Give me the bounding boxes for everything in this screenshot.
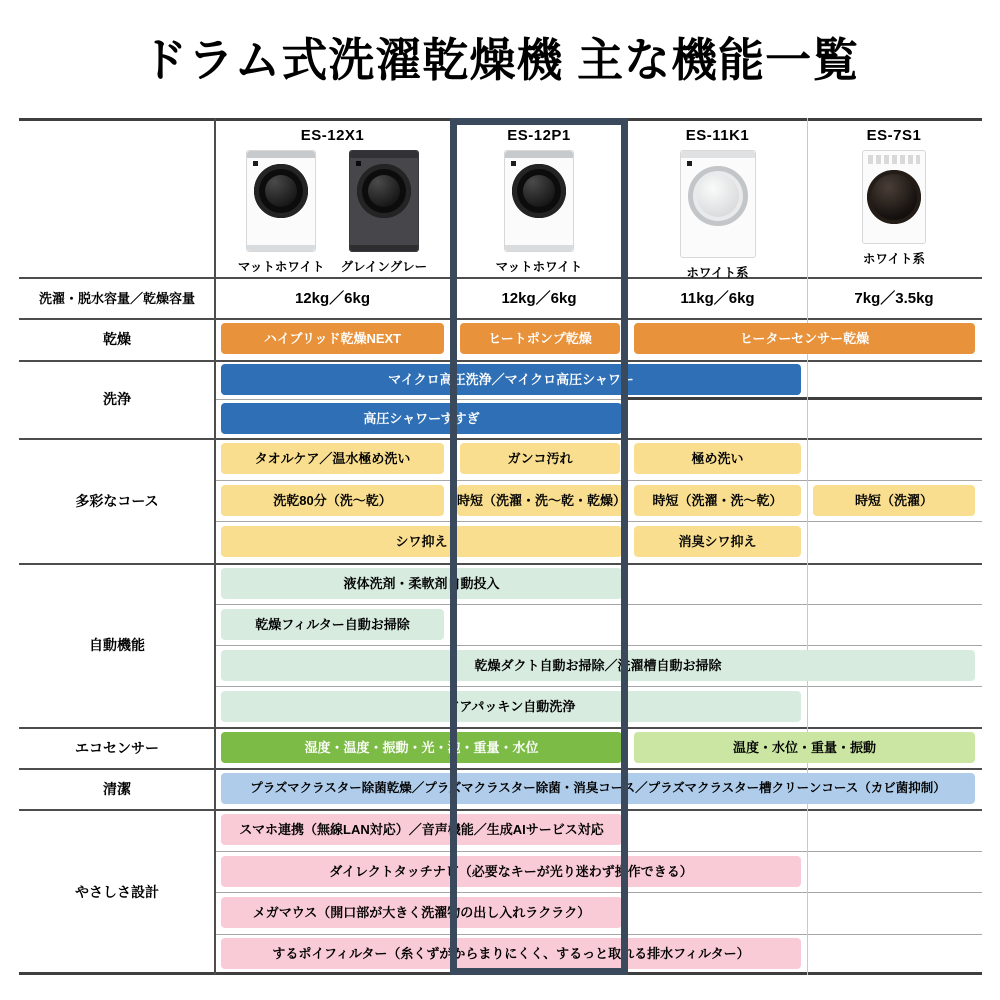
divider-line — [215, 934, 982, 935]
model-name: ES-12X1 — [300, 127, 365, 144]
feature-badge: ヒーターセンサー乾燥 — [634, 323, 975, 354]
color-label: マットホワイト — [495, 260, 583, 274]
capacity-value: 12kg／6kg — [501, 290, 577, 307]
feature-badge: ヒートポンプ乾燥 — [460, 323, 620, 354]
feature-badge: 液体洗剤・柔軟剤自動投入 — [221, 568, 622, 599]
washer-image-matte-white — [504, 150, 574, 252]
feature-badge: 極め洗い — [634, 443, 801, 474]
row-label-clean: 清潔 — [103, 780, 131, 797]
divider-line — [215, 645, 982, 646]
feature-badge: 湿度・温度・振動・光・泡・重量・水位 — [221, 732, 622, 763]
washer-image-matte-white — [246, 150, 316, 252]
feature-badge: 時短（洗濯・洗〜乾・乾燥） — [457, 485, 623, 516]
feature-badge: ガンコ汚れ — [460, 443, 620, 474]
divider-line — [215, 521, 982, 522]
column-header-es12p1 — [450, 120, 628, 277]
comparison-table — [19, 118, 982, 975]
feature-badge: ドアパッキン自動洗浄 — [221, 691, 801, 722]
model-name: ES-11K1 — [685, 127, 750, 144]
feature-badge: 洗乾80分（洗〜乾） — [221, 485, 444, 516]
feature-badge: タオルケア／温水極め洗い — [221, 443, 444, 474]
washer-image-white — [862, 150, 926, 244]
feature-badge: 消臭シワ抑え — [634, 526, 801, 557]
divider-line — [215, 851, 982, 852]
feature-badge: メガマウス（開口部が大きく洗濯物の出し入れラクラク） — [221, 897, 622, 928]
model-name: ES-7S1 — [866, 127, 922, 144]
divider-line — [215, 686, 982, 687]
row-label-auto: 自動機能 — [89, 637, 145, 653]
divider-line — [215, 892, 982, 893]
washer-image-grain-gray — [349, 150, 419, 252]
capacity-value: 12kg／6kg — [294, 290, 371, 307]
color-label: マットホワイト — [237, 260, 325, 274]
feature-badge: するポイフィルター（糸くずがからまりにくく、するっと取れる排水フィルター） — [221, 938, 801, 969]
feature-badge: 乾燥フィルター自動お掃除 — [221, 609, 444, 640]
column-header-es7s1 — [807, 120, 981, 277]
feature-badge: プラズマクラスター除菌乾燥／プラズマクラスター除菌・消臭コース／プラズマクラスター槽クリーンコース（カビ菌抑制） — [221, 773, 975, 804]
capacity-value: 7kg／3.5kg — [854, 290, 934, 307]
feature-badge: 時短（洗濯・洗〜乾） — [634, 485, 801, 516]
capacity-value: 11kg／6kg — [680, 290, 755, 307]
row-label-gentle: やさしさ設計 — [75, 884, 159, 900]
feature-badge: 温度・水位・重量・振動 — [634, 732, 975, 763]
feature-badge: スマホ連携（無線LAN対応）／音声機能／生成AIサービス対応 — [221, 814, 622, 845]
feature-badge: 高圧シャワーすすぎ — [221, 403, 622, 434]
column-header-es12x1 — [215, 120, 450, 277]
color-label: グレイングレー — [340, 260, 428, 274]
feature-badge: ダイレクトタッチナビ（必要なキーが光り迷わず操作できる） — [221, 856, 801, 887]
page-title: ドラム式洗濯乾燥機 主な機能一覧 — [140, 34, 860, 86]
washer-image-white — [680, 150, 756, 258]
divider-line — [215, 480, 982, 481]
feature-badge: 時短（洗濯） — [813, 485, 975, 516]
column-header-es11k1 — [628, 120, 807, 280]
color-label: ホワイト系 — [686, 266, 749, 280]
row-label-capacity: 洗濯・脱水容量／乾燥容量 — [38, 291, 195, 306]
row-label-ecosensor: エコセンサー — [75, 739, 159, 756]
divider-line — [628, 397, 982, 400]
feature-badge: マイクロ高圧洗浄／マイクロ高圧シャワー — [221, 364, 801, 395]
row-label-drying: 乾燥 — [103, 331, 131, 347]
model-name: ES-12P1 — [507, 127, 571, 144]
divider-line — [215, 604, 982, 605]
row-label-courses: 多彩なコース — [75, 492, 159, 509]
feature-badge: 乾燥ダクト自動お掃除／洗濯槽自動お掃除 — [221, 650, 975, 681]
row-label-washing: 洗浄 — [103, 391, 131, 407]
feature-badge: ハイブリッド乾燥NEXT — [221, 323, 444, 354]
feature-badge: シワ抑え — [221, 526, 622, 557]
color-label: ホワイト系 — [862, 252, 926, 266]
